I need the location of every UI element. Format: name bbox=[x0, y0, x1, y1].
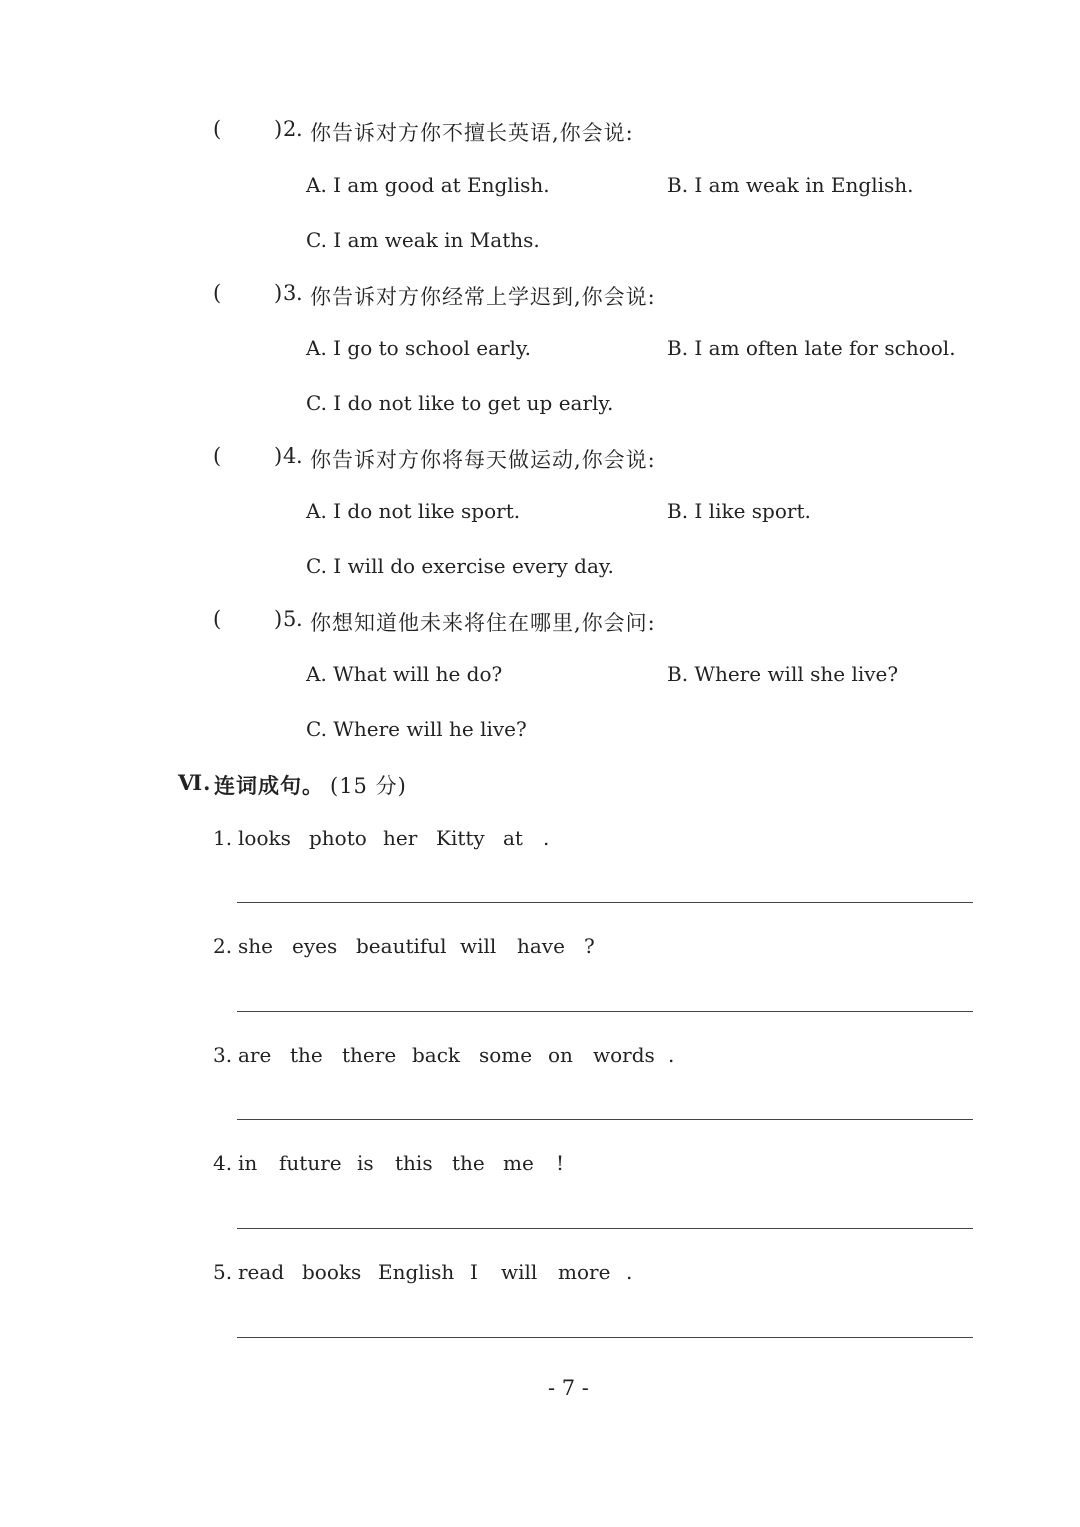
scramble-word: back bbox=[412, 1043, 461, 1067]
scramble-word: me bbox=[503, 1151, 534, 1175]
answer-line[interactable] bbox=[237, 902, 973, 903]
scramble-word: the bbox=[452, 1151, 485, 1175]
option-b: B. Where will she live? bbox=[667, 662, 899, 686]
scramble-word: more bbox=[558, 1260, 611, 1284]
section-score: (15 分) bbox=[330, 774, 407, 798]
scramble-word: books bbox=[302, 1260, 362, 1284]
scramble-word: at bbox=[503, 826, 523, 850]
option-c: C. I am weak in Maths. bbox=[306, 228, 540, 252]
answer-line[interactable] bbox=[237, 1011, 973, 1012]
question-number: 4 bbox=[283, 444, 298, 468]
answer-line[interactable] bbox=[237, 1337, 973, 1338]
scramble-word: her bbox=[383, 826, 418, 850]
scramble-word: I bbox=[470, 1260, 478, 1284]
answer-paren-close: ) bbox=[274, 117, 283, 141]
option-c: C. I do not like to get up early. bbox=[306, 391, 614, 415]
answer-paren-open: ( bbox=[213, 281, 222, 305]
scramble-word: words bbox=[593, 1043, 655, 1067]
scramble-word: are bbox=[238, 1043, 272, 1067]
scramble-word: looks bbox=[238, 826, 291, 850]
page-number: - 7 - bbox=[548, 1376, 589, 1400]
option-b: B. I am weak in English. bbox=[667, 173, 914, 197]
scramble-number: 1. bbox=[213, 826, 233, 850]
question-number: 5 bbox=[283, 607, 298, 631]
scramble-number: 2. bbox=[213, 934, 233, 958]
option-c: C. Where will he live? bbox=[306, 717, 527, 741]
question-dot: . bbox=[296, 444, 304, 468]
section-title: 连词成句。 bbox=[214, 773, 324, 798]
section-numeral: Ⅵ. bbox=[178, 770, 212, 795]
answer-paren-close: ) bbox=[274, 281, 283, 305]
question-number: 3 bbox=[283, 281, 298, 305]
answer-paren-open: ( bbox=[213, 117, 222, 141]
scramble-punct: . bbox=[543, 826, 550, 850]
scramble-word: will bbox=[501, 1260, 538, 1284]
scramble-number: 5. bbox=[213, 1260, 233, 1284]
option-a: A. What will he do? bbox=[306, 662, 503, 686]
answer-paren-open: ( bbox=[213, 444, 222, 468]
scramble-word: will bbox=[460, 934, 497, 958]
question-number: 2 bbox=[283, 117, 298, 141]
scramble-punct: . bbox=[668, 1043, 675, 1067]
scramble-word: on bbox=[548, 1043, 573, 1067]
scramble-word: read bbox=[238, 1260, 285, 1284]
scramble-word: some bbox=[479, 1043, 533, 1067]
scramble-word: the bbox=[290, 1043, 323, 1067]
scramble-word: future bbox=[279, 1151, 342, 1175]
scramble-word: English bbox=[378, 1260, 455, 1284]
answer-paren-close: ) bbox=[274, 444, 283, 468]
question-dot: . bbox=[296, 117, 304, 141]
answer-line[interactable] bbox=[237, 1228, 973, 1229]
answer-paren-close: ) bbox=[274, 607, 283, 631]
option-a: A. I do not like sport. bbox=[306, 499, 521, 523]
answer-blank[interactable] bbox=[226, 281, 270, 309]
answer-paren-open: ( bbox=[213, 607, 222, 631]
option-b: B. I like sport. bbox=[667, 499, 811, 523]
question-dot: . bbox=[296, 281, 304, 305]
question-stem: 你想知道他未来将住在哪里,你会问: bbox=[310, 611, 656, 635]
question-stem: 你告诉对方你不擅长英语,你会说: bbox=[310, 121, 634, 145]
option-a: A. I go to school early. bbox=[306, 336, 531, 360]
scramble-word: eyes bbox=[292, 934, 338, 958]
scramble-word: beautiful bbox=[356, 934, 447, 958]
answer-blank[interactable] bbox=[226, 607, 270, 635]
scramble-number: 3. bbox=[213, 1043, 233, 1067]
scramble-number: 4. bbox=[213, 1151, 233, 1175]
answer-blank[interactable] bbox=[226, 117, 270, 145]
scramble-word: is bbox=[357, 1151, 374, 1175]
question-dot: . bbox=[296, 607, 304, 631]
option-a: A. I am good at English. bbox=[306, 173, 550, 197]
scramble-word: she bbox=[238, 934, 273, 958]
scramble-word: photo bbox=[309, 826, 367, 850]
option-c: C. I will do exercise every day. bbox=[306, 554, 614, 578]
scramble-punct: ! bbox=[556, 1151, 565, 1175]
scramble-word: in bbox=[238, 1151, 258, 1175]
question-stem: 你告诉对方你将每天做运动,你会说: bbox=[310, 448, 656, 472]
question-stem: 你告诉对方你经常上学迟到,你会说: bbox=[310, 285, 656, 309]
scramble-word: have bbox=[517, 934, 565, 958]
scramble-word: there bbox=[342, 1043, 397, 1067]
scramble-punct: ? bbox=[584, 934, 595, 958]
scramble-word: Kitty bbox=[436, 826, 485, 850]
answer-blank[interactable] bbox=[226, 444, 270, 472]
scramble-punct: . bbox=[626, 1260, 633, 1284]
answer-line[interactable] bbox=[237, 1119, 973, 1120]
scramble-word: this bbox=[395, 1151, 433, 1175]
option-b: B. I am often late for school. bbox=[667, 336, 956, 360]
